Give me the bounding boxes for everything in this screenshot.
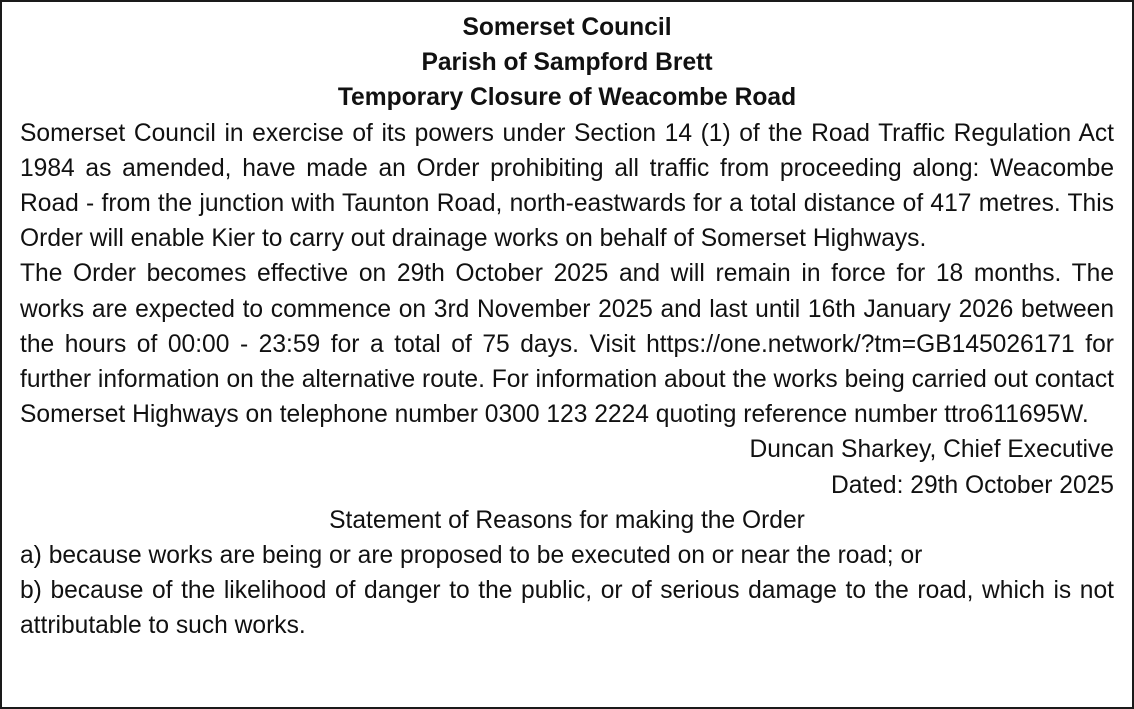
order-paragraph: Somerset Council in exercise of its powers under Section 14 (1) of the Road Traffic Regulation Act 1984 as amended, have made an Order prohibiting all traffic from proceeding along: Weacombe Road - from the junction with Taunton Road, north-eastwards for a total distance of 417 metres. This Order will enable Kier to carry out drainage works on behalf of Somerset Highways. [20,119,1114,253]
signatory: Duncan Sharkey, Chief Executive [749,436,1114,464]
reason-a: a) because works are being or are proposed to be executed on or near the road; or [20,542,923,570]
reason-b: b) because of the likelihood of danger to the public, or of serious damage to the road, which is not attributable to such works. [20,577,1114,640]
effective-paragraph: The Order becomes effective on 29th October 2025 and will remain in force for 18 months. The works are expected to commence on 3rd November 2025 and last until 16th January 2026 between the hours of 00:00 - 23:59 for a total of 75 days. Visit https://one.network/?tm=GB145026171 for further information on the alternative route. For information about the works being carried out contact Somerset Highways on telephone number 0300 123 2224 quoting reference number ttro611695W. [20,260,1114,429]
notice-title: Temporary Closure of Weacombe Road [337,84,797,112]
parish-name: Parish of Sampford Brett [421,49,713,77]
date-line: Dated: 29th October 2025 [830,471,1114,499]
reasons-heading: Statement of Reasons for making the Order [329,506,805,534]
council-name: Somerset Council [462,14,672,41]
